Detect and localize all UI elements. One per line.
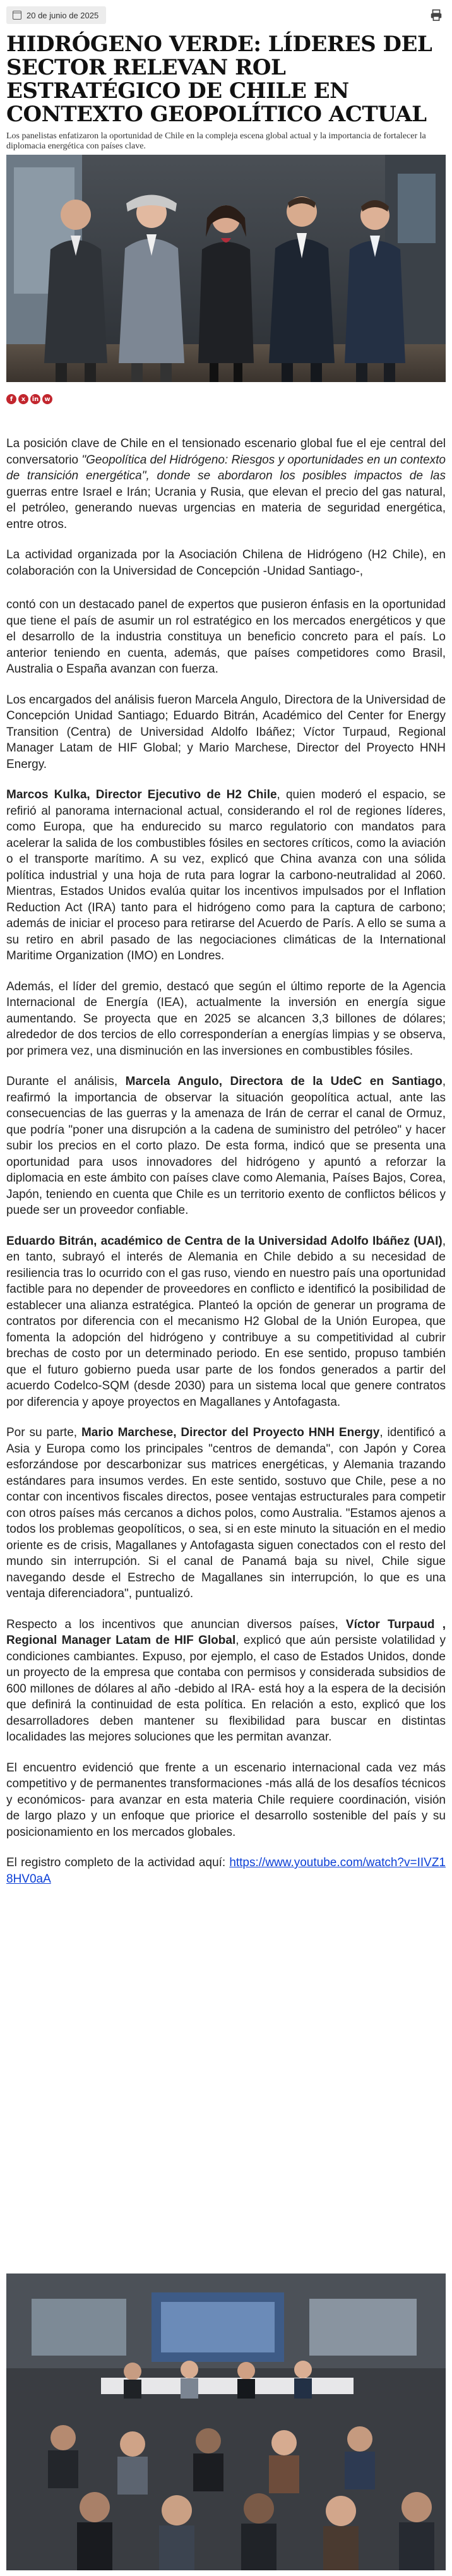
text-span: La posición clave de Chile en el tensionado escenario global fue el eje central del conversatorio: [6, 437, 446, 467]
paragraph-speakers: Los encargados del análisis fueron Marcela Angulo, Directora de la Universidad de Concepción Unidad Santiago; Eduardo Bitrán, Académico del Center for Energy Transition (Centra) de Universidad Aldolfo Ibáñez; Víctor Turpaud, Regional Manager Latam de HIF Global; y Mario Marchese, Director del Proyecto HNH Energy.: [6, 693, 446, 771]
text-span: , reafirmó la importancia de observar la situación geopolítica actual, ante las consecuencias de las guerras y la amenaza de Irán de cerrar el canal de Ormuz, que podría "poner una disrupción a la cadena de suministro del petróleo" y hacer subir los precios en el corto plazo. De esta forma, indicó que se presenta una oportunidad para usos innovadores del hidrógeno y apuntó a reforzar la diplomacia en este ámbito con países clave como Alemania, Países Bajos, Corea, Japón, teniendo en cuenta que Chile es un territorio exento de conflictos bélicos y puede ser un proveedor confiable.: [6, 1075, 446, 1217]
article-body: [6, 436, 446, 1902]
event-title-quote: "Geopolítica del Hidrógeno: Riesgos y oportunidades en un contexto de transición energética", donde se abordaron los posibles impactos de las: [6, 453, 446, 482]
youtube-link[interactable]: https://www.youtube.com/watch?v=IIVZ18HV0aA: [6, 1856, 446, 1886]
speaker-name: Mario Marchese, Director del Proyecto HNH Energy: [81, 1426, 380, 1439]
paragraph-panel: contó con un destacado panel de expertos que pusieron énfasis en la oportunidad que tiene el país de asumir un rol estratégico en los mercados energéticos y que el desarrollo de la industria constituya un beneficio concreto para el país. Lo anterior teniendo en cuenta, además, que países competidores como Brasil, Australia o España avanzan con fuerza.: [6, 598, 446, 676]
twitter-x-icon[interactable]: x: [18, 394, 28, 404]
speaker-name: Marcos Kulka, Director Ejecutivo de H2 Chile: [6, 788, 277, 801]
calendar-icon: [13, 11, 21, 20]
speaker-name: Marcela Angulo, Directora de la UdeC en Santiago: [125, 1075, 443, 1088]
whatsapp-icon[interactable]: w: [42, 394, 52, 404]
printer-icon[interactable]: [429, 8, 443, 22]
paragraph-kulka: [6, 787, 446, 964]
paragraph-intro: [6, 436, 446, 532]
paragraph-angulo: [6, 1074, 446, 1219]
paragraph-bitran: [6, 1233, 446, 1411]
panelists-photo-illustration: [6, 155, 446, 382]
paragraph-conclusion: El encuentro evidenció que frente a un escenario internacional cada vez más competitivo y de permanentes transformaciones -más allá de los desafíos técnicos y económicos- para avanzar en esta materia Chile requiere coordinación, visión de largo plazo y un enfoque que priorice el desarrollo sostenible del país y su posicionamiento en los mercados globales.: [6, 1761, 446, 1839]
paragraph-turpaud: [6, 1617, 446, 1746]
text-span: , en tanto, subrayó el interés de Alemania en Chile debido a su necesidad de resiliencia tras lo ocurrido con el gas ruso, viendo en nuestro país una oportunidad factible para no depender de proveedores en conflicto e identificó la posibilidad de establecer una alianza estratégica. Planteó la opción de generar un programa de contratos por diferencia con el mecanismo H2 Global de la Unión Europea, que fomenta la adopción del hidrógeno y contribuye a su competitividad al cubrir brechas de costo por un determinado periodo. En ese sentido, propuso también que el futuro gobierno pueda usar parte de los fondos generados a partir del acuerdo Codelco-SQM (desde 2030) para un sistema local que genere contratos por diferencia y apoye proyectos en Magallanes y Antofagasta.: [6, 1234, 446, 1409]
event-audience-photo: [6, 2273, 446, 2570]
text-span: , quien moderó el espacio, se refirió al panorama internacional actual, considerando el rol de regiones líderes, como Europa, que ha endurecido su marco regulatorio con mandatos para acelerar la salida de los combustibles fósiles en sectores críticos, como la aviación o el transporte marítimo. A su vez, explicó que China avanza con una sólida política industrial y una hoja de ruta para lograr la carbono-neutralidad al 2060. Mientras, Estados Unidos evalúa quitar los incentivos impulsados por el Inflation Reduction Act (IRA) tanto para el hidrógeno como para la captura de carbono; además de iniciar el proceso para retirarse del Acuerdo de París. A ello se suma a su retiro en abril pasado de las negociaciones climáticas de la International Maritime Organization (IMO) en Londres.: [6, 788, 446, 962]
text-span: , explicó que aún persiste volatilidad y condiciones cambiantes. Expuso, por ejemplo, el caso de Estados Unidos, donde un proyecto de la empresa que contaba con permisos y considerada subsidios de 600 millones de dólares al año -debido al IRA- está hoy a la espera de la decisión que definirá la continuidad de esta política. En relación a esto, explicó que los desarrolladores deben mantener su flexibilidad para buscar en distintas localidades las mejores soluciones que les permitan avanzar.: [6, 1634, 446, 1744]
publish-date: 20 de junio de 2025: [27, 10, 99, 20]
top-bar: [6, 6, 446, 25]
article-subtitle: Los panelistas enfatizaron la oportunidad de Chile en la compleja escena global actual y la importancia de fortalecer la diplomacia energética con países clave.: [6, 131, 426, 151]
text-span: guerras entre Israel e Irán; Ucrania y Rusia, que elevan el precio del gas natural, el petróleo, generando nuevas urgencias en materia de seguridad energética, entre otros.: [6, 485, 446, 531]
audience-photo-illustration: [6, 2273, 446, 2570]
panelists-photo: [6, 155, 446, 382]
date-badge: [6, 6, 106, 24]
social-share-bar: [6, 394, 52, 405]
paragraph-marchese: [6, 1425, 446, 1602]
facebook-icon[interactable]: f: [6, 394, 16, 404]
text-span: Durante el análisis,: [6, 1075, 126, 1088]
paragraph-video: [6, 1855, 446, 1887]
speaker-name: Eduardo Bitrán, académico de Centra de la Universidad Adolfo Ibáñez (UAI): [6, 1234, 443, 1248]
paragraph-organizers: La actividad organizada por la Asociación Chilena de Hidrógeno (H2 Chile), en colaboración con la Universidad de Concepción -Unidad Santiago-,: [6, 548, 446, 578]
linkedin-icon[interactable]: in: [30, 394, 40, 404]
text-span: Por su parte,: [6, 1426, 81, 1439]
paragraph-iea: Además, el líder del gremio, destacó que según el último reporte de la Agencia Internacional de Energía (IEA), actualmente la inversión en energía sigue aumentando. Se proyecta que en 2025 se alcancen 3,3 billones de dólares; alrededor de dos tercios de ello corresponderían a energías limpias y se observa, por primera vez, una disminución en las inversiones en combustibles fósiles.: [6, 979, 446, 1058]
text-span: El registro completo de la actividad aquí:: [6, 1856, 230, 1869]
article-title: HIDRÓGENO VERDE: LÍDERES DEL SECTOR RELEVAN ROL ESTRATÉGICO DE CHILE EN CONTEXTO GEOPOLÍTICO ACTUAL: [6, 32, 432, 127]
text-span: Respecto a los incentivos que anuncian diversos países,: [6, 1617, 346, 1631]
text-span: , identificó a Asia y Europa como los principales "centros de demanda", con Japón y Corea esforzándose por descarbonizar sus matrices energéticas, y Alemania trazando estándares para insumos verdes. En este sentido, sostuvo que Chile, pese a no contar con incentivos fiscales directos, posee ventajas estructurales para competir con otros países más cercanos a dichos polos, como Australia. "Estamos ajenos a todos los problemas geopolíticos, o sea, si en este minuto la situación en el medio oriente es de crisis, Magallanes y Antofagasta siguen conectados con el resto del mundo sin interrupción. Si el canal de Panamá baja su nivel, Chile sigue navegando desde el Estrecho de Magallanes sin interrupción, lo que es una ventaja diferenciadora", puntualizó.: [6, 1426, 446, 1600]
speaker-name: Víctor Turpaud , Regional Manager Latam de HIF Global: [6, 1617, 446, 1647]
